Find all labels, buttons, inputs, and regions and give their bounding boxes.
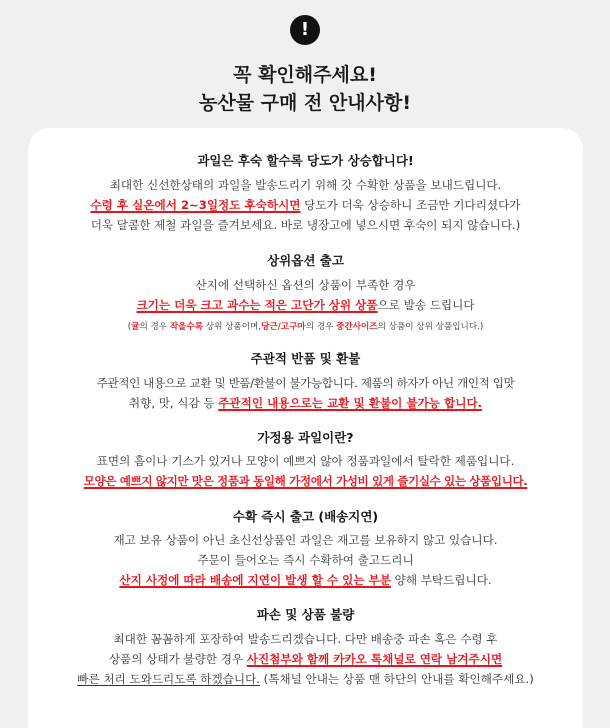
section-line: 주관적인 내용으로 교환 및 반품/환불이 불가능합니다. 제품의 하자가 아닌 개인적 입맛: [96, 376, 515, 390]
highlight-text: 모양은 예쁘지 않지만 맛은 정품과 동일해 가정에서 가성비 있게 즐기실수 있는 상품입니다.: [83, 474, 528, 488]
section-heading-shipping-delay: 수확 즉시 출고 (배송지연): [232, 509, 379, 524]
section-line: 더욱 달콤한 제철 과일을 즐겨보세요. 바로 냉장고에 넣으시면 후숙이 되지 않습니다.): [90, 218, 521, 232]
exclamation-icon: !: [290, 15, 320, 45]
section-line: 주문이 들어오는 즉시 수확하여 출고드리니: [197, 553, 414, 567]
section-line: [28, 651, 583, 667]
highlight-text: 수령 후 실온에서 2~3일정도 후숙하시면: [90, 198, 301, 212]
section-text: (톡채널 안내는 상품 맨 하단의 안내를 확인해주세요.): [260, 672, 534, 686]
section-line: 산지에 선택하신 옵션의 상품이 부족한 경우: [195, 278, 416, 292]
section-line: [28, 395, 583, 411]
section-text: 상품의 상태가 불량한 경우: [108, 652, 247, 666]
section-line: 최대한 신선한상태의 과일을 발송드리기 위해 갓 수확한 상품을 보내드립니다.: [109, 178, 502, 192]
underlined-text: 빠른 처리 도와드리도록 하겠습니다.: [77, 672, 260, 686]
section-text: 취향, 맛, 식감 등: [128, 396, 219, 410]
highlight-text: 주관적인 내용으로는 교환 및 환불이 불가능 합니다.: [218, 396, 483, 410]
section-line: [28, 572, 583, 588]
section-line: 표면의 흠이나 기스가 있거나 모양이 예쁘지 않아 정품과일에서 탈락한 제품입니다.: [96, 454, 515, 468]
page-title-line2: 농산물 구매 전 안내사항!: [198, 92, 412, 114]
section-heading-returns: 주관적 반품 및 환불: [250, 351, 361, 366]
highlight-text: 크기는 더욱 크고 과수는 적은 고단가 상위 상품: [136, 298, 378, 312]
section-heading-damage: 파손 및 상품 불량: [256, 607, 355, 622]
section-text: 당도가 더욱 상승하니 조금만 기다리셨다가: [300, 198, 521, 212]
section-text: 으로 발송 드립니다: [377, 298, 475, 312]
highlight-text: 사진첨부와 함께 카카오 톡채널로 연락 남겨주시면: [246, 652, 503, 666]
section-line: [28, 473, 583, 489]
section-note: (귤의 경우 작을수록 상위 상품이며,당근/고구마의 경우 중간사이즈의 상품이 상위 상품입니다.): [127, 322, 484, 332]
highlight-text: 산지 사정에 따라 배송에 지연이 발생 할 수 있는 부분: [119, 573, 391, 587]
section-line: [28, 671, 583, 687]
section-heading-ripening: 과일은 후숙 할수록 당도가 상승합니다!: [197, 153, 414, 168]
section-line: [28, 297, 583, 313]
page-title-line1: 꼭 확인해주세요!: [233, 64, 377, 86]
section-text: 양해 부탁드립니다.: [390, 573, 492, 587]
section-line: 최대한 꼼꼼하게 포장하여 발송드리겠습니다. 다만 배송중 파손 혹은 수령 후: [113, 632, 498, 646]
section-line: [28, 197, 583, 213]
section-heading-household-fruit: 가정용 과일이란?: [257, 430, 354, 445]
section-line: 재고 보유 상품이 아닌 초신선상품인 과일은 재고를 보유하지 않고 있습니다.: [113, 533, 498, 547]
section-heading-upgrade: 상위옵션 출고: [267, 253, 344, 268]
